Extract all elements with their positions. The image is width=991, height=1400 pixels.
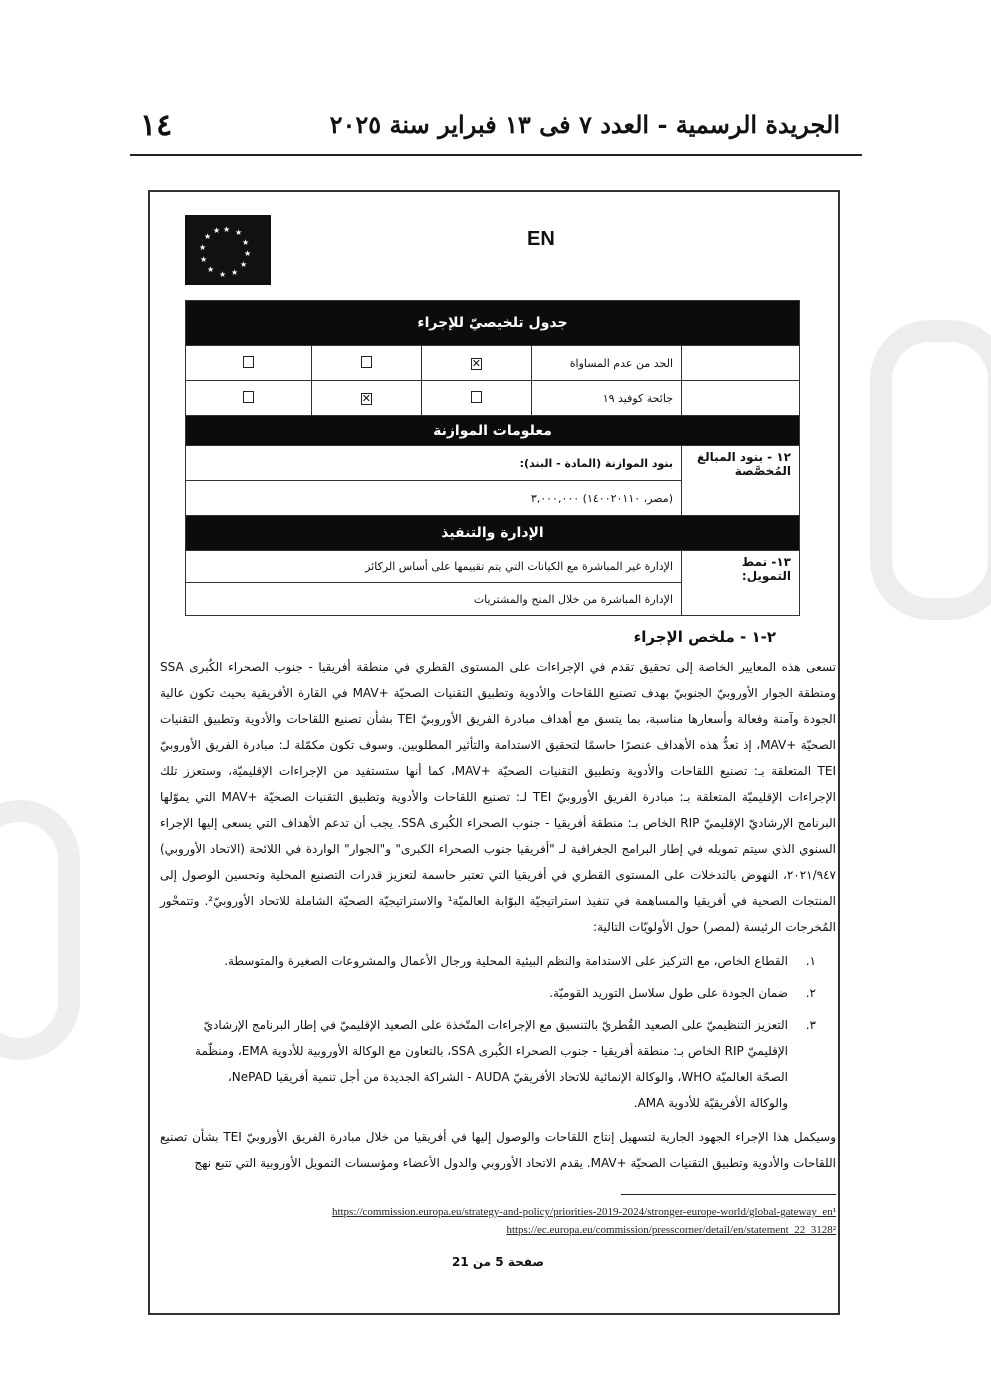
- gazette-header: [130, 108, 840, 148]
- watermark-stamp: [870, 320, 991, 620]
- eu-flag-icon: ★ ★ ★ ★ ★ ★ ★ ★ ★ ★ ★ ★: [185, 215, 271, 285]
- list-number: ٢.: [805, 986, 816, 1000]
- closing-paragraph: وسيكمل هذا الإجراء الجهود الجارية لتسهيل إنتاج اللقاحات والوصول إليها في أفريقيا من خلال مبادرة الفريق الأوروبيّ TEI بشأن تصنيع اللقاحات والأدوية وتطبيق التقنيات الصحيّة +MAV. يقدم الاتحاد الأوروبي والدول الأعضاء ومؤسسات التمويل الأوروبية التي تتبع نهج: [160, 1130, 836, 1170]
- gazette-page-number: ١٤: [140, 108, 173, 143]
- funding-mode-1: الإدارة غير المباشرة مع الكيانات التي يتم تقييمها على أساس الركائز: [186, 551, 682, 583]
- table-row: [186, 346, 800, 381]
- list-item: [190, 948, 816, 974]
- management-section-title: الإدارة والتنفيذ: [186, 516, 800, 551]
- list-item: [190, 980, 816, 1006]
- list-number: ١.: [805, 954, 816, 968]
- priorities-list: [190, 948, 816, 1116]
- budget-section-title: معلومات الموازنة: [186, 416, 800, 446]
- item-13-label: ١٣- نمط التمويل:: [682, 551, 800, 616]
- section-heading: ٢-١ - ملخص الإجراء: [633, 628, 776, 646]
- footnote-divider: [621, 1194, 836, 1195]
- checkbox-checked[interactable]: ✕: [361, 391, 371, 405]
- checkbox[interactable]: [243, 356, 254, 368]
- list-text: ضمان الجودة على طول سلاسل التوريد القوميّة.: [549, 986, 788, 1000]
- list-number: ٣.: [805, 1018, 816, 1032]
- footnote-1-link[interactable]: https://commission.europa.eu/strategy-and-policy/priorities-2019-2024/stronger-europe-world/global-gateway_en¹: [331, 1206, 836, 1218]
- header-divider: [130, 154, 862, 156]
- language-code: EN: [527, 228, 555, 250]
- summary-paragraph: تسعى هذه المعايير الخاصة إلى تحقيق تقدم في الإجراءات على المستوى القطري في منطقة أفريقيا - جنوب الصحراء الكُبرى SSA ومنطقة الجوار الأوروبيّ الجنوبيّ بهدف تصنيع اللقاحات والأدوية وتطبيق التقنيات الصحيّة +MAV في القارة الأفريقية بحيث تكون عالية الجودة وآمنة وفعالة وأسعارها مناسبة، بما يتسق مع أهداف مبادرة الفريق الأوروبيّ TEI بشأن تصنيع اللقاحات والأدوية وتطبيق التقنيات الصحيّة +MAV، إذ تعدُّ هذه الأهداف عنصرًا حاسمًا لتحقيق الاستدامة والتأثير المطلوبين. وسوف تكون مكمّلة لـ: مبادرة الفريق الأوروبيّ TEI المتعلقة بـ: تصنيع اللقاحات والأدوية وتطبيق التقنيات الصحيّة +MAV، كما أنها ستستفيد من الإجراءات الإقليميّة، وستعزز تلك الإجراءات الإقليميّة المتعلقة بـ: مبادرة الفريق الأوروبيّ TEI لـ: تصنيع اللقاحات والأدوية وتطبيق التقنيات الصحيّة +MAV التي يموّلها البرنامج الإرشاديّ الإقليميّ RIP الخاص بـ: منطقة أفريقيا - جنوب الصحراء الكُبرى SSA. يجب أن تدعم الأهداف التي يسعى إليها الإجراء السنوي الذي سيتم تمويله في إطار البرامج الجغرافية لـ "أفريقيا جنوب الصحراء الكبرى" و"الجوار" الواردة في اللائحة (الاتحاد الأوروبي) ٢٠٢١/٩٤٧، النهوض بالتدخلات على المستوى القطري في أفريقيا التي تعتبر حاسمة لتعزيز قدرات التصنيع المحلية وتحسين الوصول إلى المنتجات الصحية في أفريقيا والمساهمة في تنفيذ استراتيجيّة البوّابة العالميّة¹ والاستراتيجيّة الصحيّة الشاملة للاتحاد الأوروبيّ². وتتمحْور المُخرجات الرئيسة (لمصر) حول الأولويّات التالية:: [160, 660, 837, 934]
- checkbox[interactable]: [471, 391, 482, 403]
- watermark-stamp: [0, 800, 80, 1060]
- summary-table: [185, 300, 800, 616]
- document-body: [160, 626, 836, 1271]
- funding-mode-2: الإدارة المباشرة من خلال المنح والمشتريات: [186, 583, 682, 616]
- row-label: جائحة كوفيد ١٩: [532, 381, 682, 416]
- page-number: صفحة 5 من 21: [452, 1255, 544, 1269]
- list-item: [190, 1012, 816, 1116]
- footnote-2-link[interactable]: https://ec.europa.eu/commission/presscorner/detail/en/statement_22_3128²: [506, 1224, 836, 1236]
- budget-value: (مصر، ١٤٠٠٢٠١١٠) ٣,٠٠٠,٠٠٠: [186, 481, 682, 516]
- checkbox[interactable]: [361, 356, 372, 368]
- checkbox-checked[interactable]: ✕: [471, 356, 481, 370]
- footnotes: [160, 1203, 836, 1239]
- list-text: القطاع الخاص، مع التركيز على الاستدامة والنظم البيئية المحلية ورجال الأعمال والمشروعات الصغيرة والمتوسطة.: [224, 954, 788, 968]
- budget-lines-label: بنود الموازنة (المادة - البند):: [186, 446, 682, 481]
- checkbox[interactable]: [243, 391, 254, 403]
- table-row: [186, 381, 800, 416]
- list-text: التعزيز التنظيميّ على الصعيد القُطريّ بالتنسيق مع الإجراءات المتّخذة على الصعيد الإقليميّ في إطار البرنامج الإرشاديّ الإقليميّ RIP الخاص بـ: منطقة أفريقيا - جنوب الصحراء الكُبرى SSA، بالتعاون مع الوكالة الأوروبية للأدوية EMA، ومنظّمة الصحّة العالميّة WHO، والوكالة الإنمائية للاتحاد الأفريقيّ AUDA - الشراكة الجديدة من أجل تنمية أفريقيا NePAD، والوكالة الأفريقيّة للأدوية AMA.: [195, 1018, 788, 1110]
- item-12-label: ١٢ - بنود المبالغ المُخصَّصة: [682, 446, 800, 516]
- row-label: الحد من عدم المساواة: [532, 346, 682, 381]
- gazette-title: الجريدة الرسمية - العدد ٧ فى ١٣ فبراير سنة ٢٠٢٥: [329, 110, 840, 139]
- table-title: جدول تلخيصيّ للإجراء: [186, 301, 800, 346]
